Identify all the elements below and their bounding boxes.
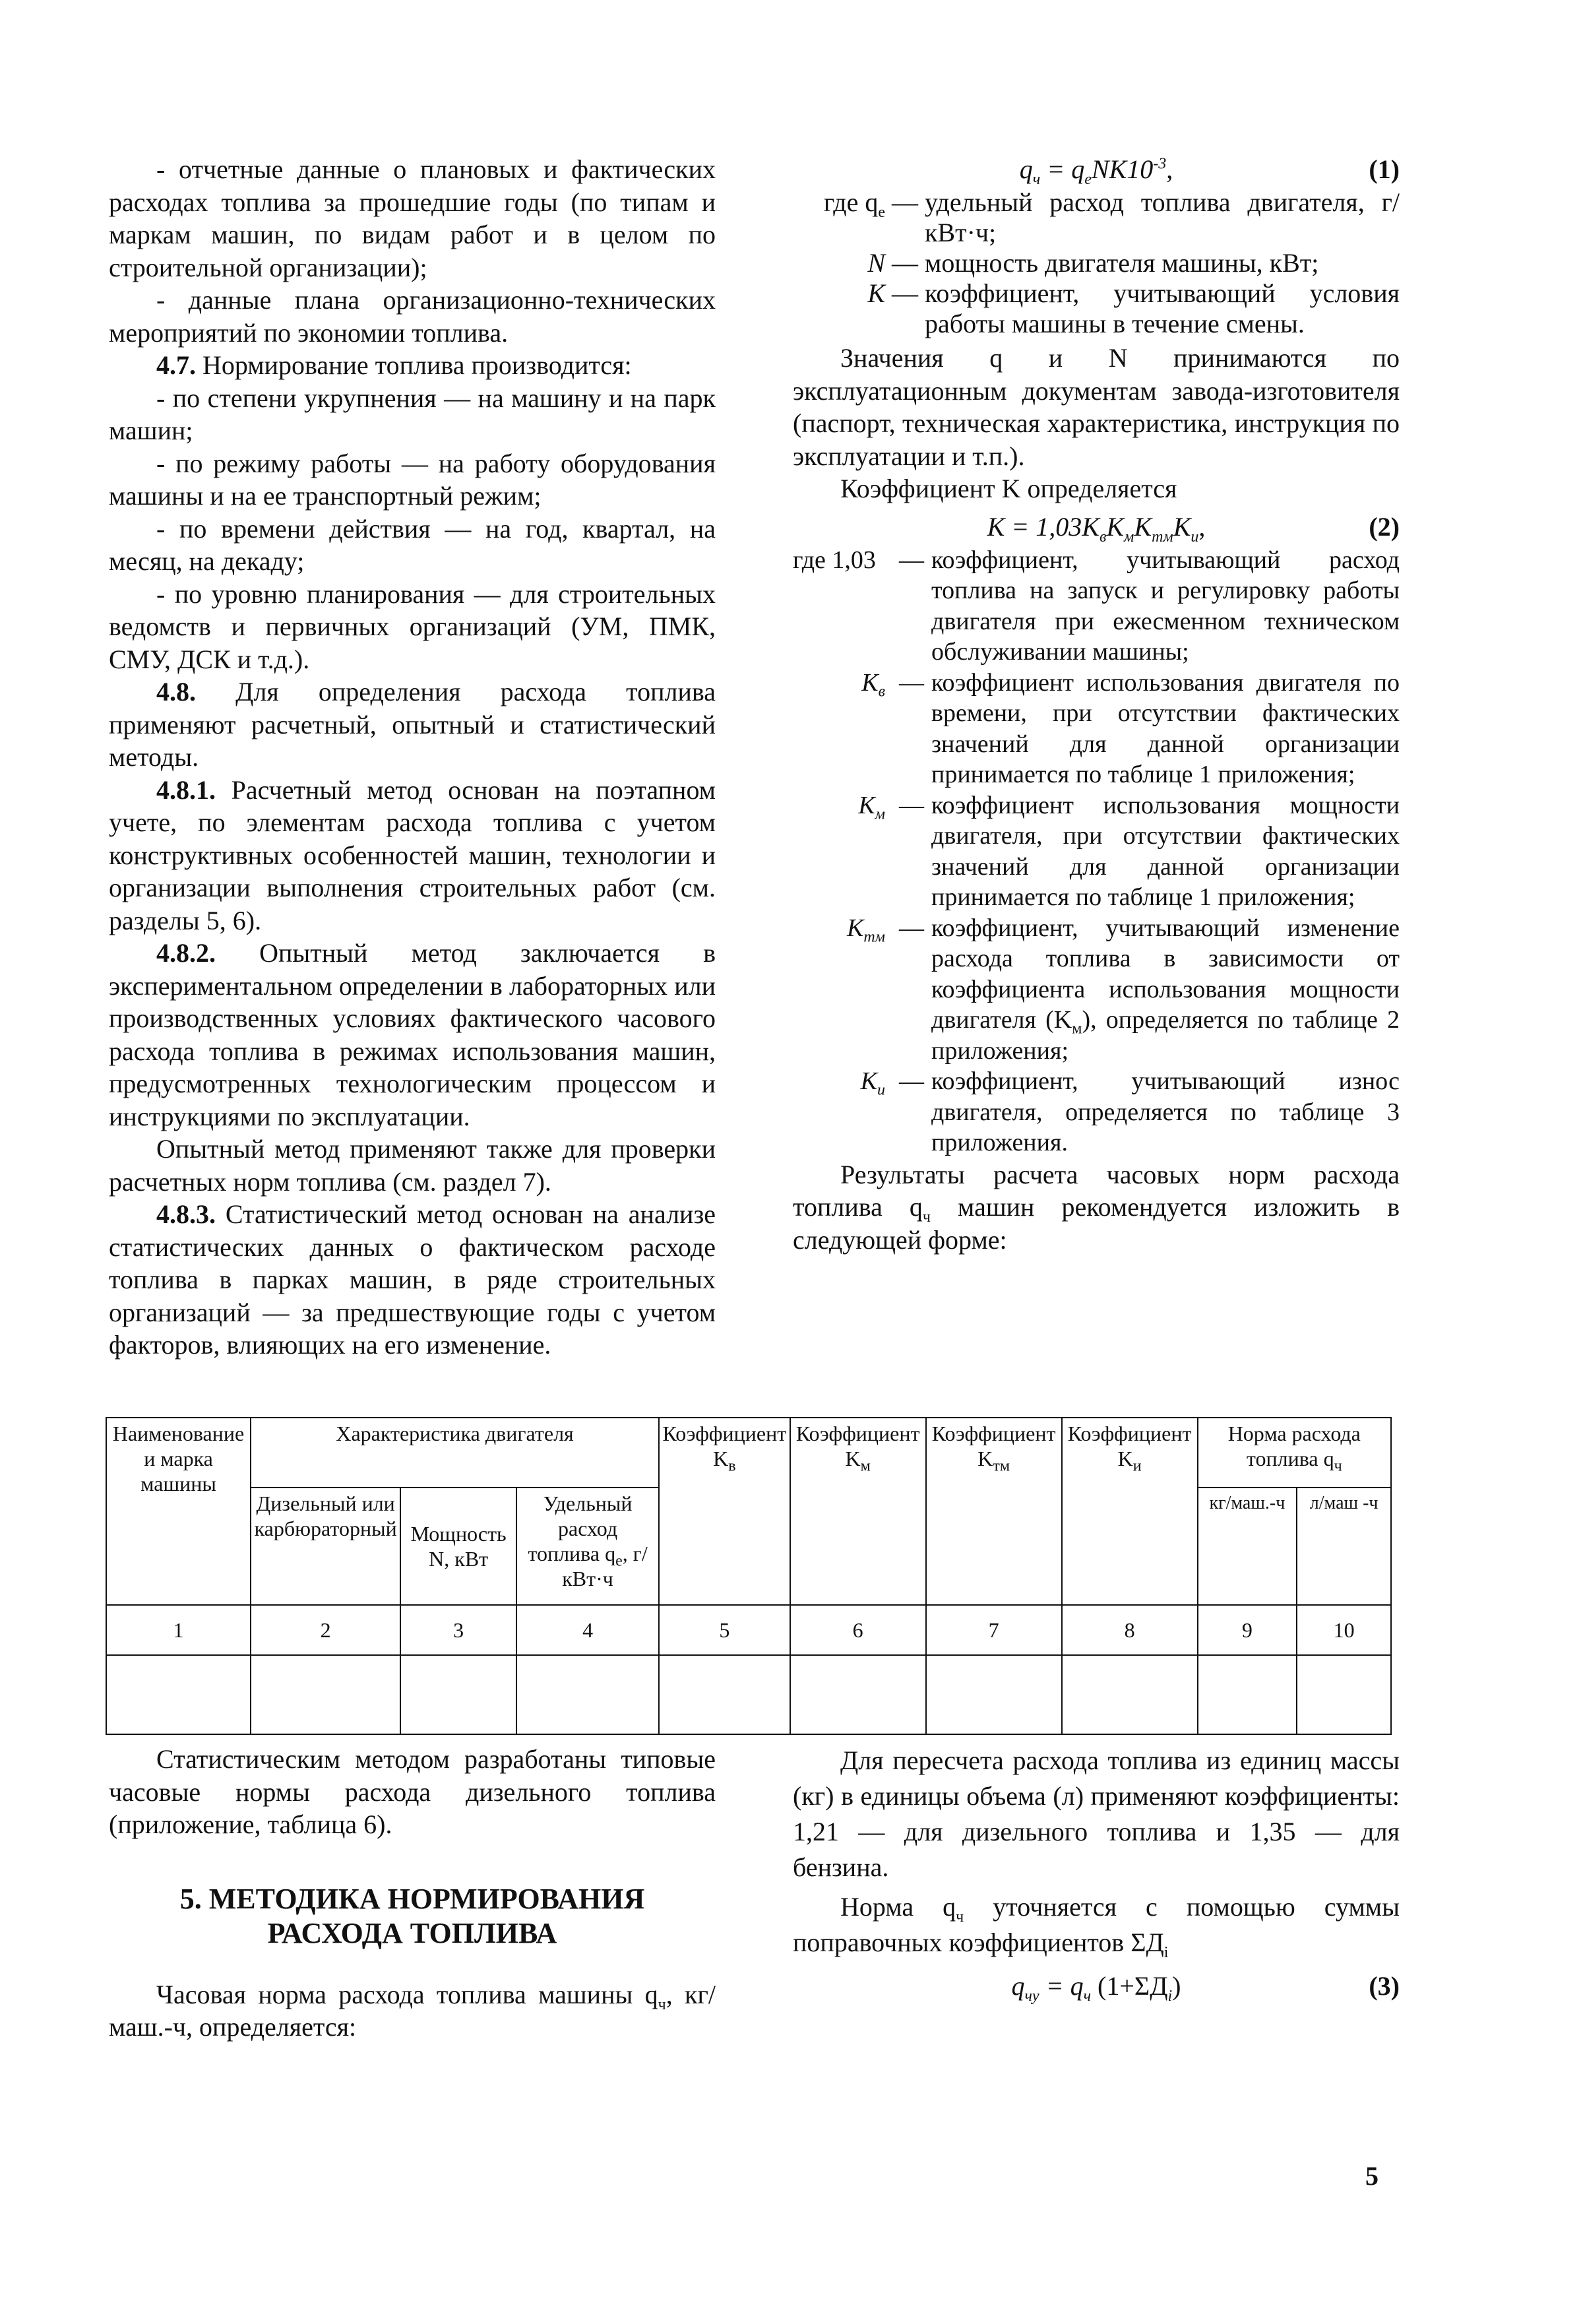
section-4-7 [109, 349, 716, 382]
header-cell: Коэффициент $K_{тм}$ [926, 1418, 1062, 1605]
formula-1 [793, 153, 1400, 187]
definition-symbol: $K_и$ [860, 1067, 885, 1099]
formula-2 [793, 511, 1400, 545]
header-cell: Коэффициент $K_и$ [1062, 1418, 1198, 1605]
definition-symbol: где $q_e$ [823, 187, 885, 221]
paragraph: - данные плана организационно-технических мероприятий по экономии топлива. [109, 285, 716, 348]
definition-text: удельный расход топлива двигателя, г/кВт·ч; [925, 187, 1400, 247]
section-number: 4.7. [156, 350, 196, 380]
definition-row [793, 913, 1400, 1067]
definition-symbol: $K_м$ [858, 791, 885, 823]
formula-3 [793, 1970, 1400, 2004]
definition-row [793, 545, 1400, 668]
right-column-bottom [793, 1743, 1400, 2004]
definition-row [793, 248, 1400, 278]
header-cell: Норма расхода топлива $q_ч$ [1198, 1418, 1391, 1488]
section-text: Опытный метод заключается в экспериментальном определении в лабораторных или производственных условиях фактического часового расхода топлива в режимах использования машин, предусмотренных технологическим процессом и инструкциями по эксплуатации. [109, 938, 716, 1131]
formula-expression: $q_ч = q_eNK10^{-3}$, [1019, 154, 1173, 188]
formula-number: (3) [1369, 1971, 1400, 2001]
definition-dash: — [899, 1067, 924, 1095]
table-header-row [106, 1418, 1391, 1488]
column-number: 2 [251, 1605, 400, 1655]
empty-cell [400, 1655, 516, 1734]
definition-text: коэффициент, учитывающий расход топлива на запуск и регулировку работы двигателя при ежесменном техническом обслуживании машины; [931, 546, 1400, 666]
empty-cell [516, 1655, 659, 1734]
header-cell: Коэффициент $K_м$ [790, 1418, 926, 1605]
paragraph: Результаты расчета часовых норм расхода топлива $q_ч$ машин рекомендуется изложить в следующей форме: [793, 1159, 1400, 1255]
formula-number: (2) [1369, 511, 1400, 542]
fuel-norm-table [106, 1417, 1392, 1735]
column-number: 5 [659, 1605, 790, 1655]
paragraph: Значения q и N принимаются по эксплуатационным документам завода-изготовителя (паспорт, техническая характеристика, инструкция по эксплуатации и т.п.). [793, 343, 1400, 471]
paragraph: Норма $q_ч$ уточняется с помощью суммы поправочных коэффициентов $\Sigma Д_i$ [793, 1892, 1400, 1961]
definition-row [793, 1066, 1400, 1158]
definition-text: коэффициент использования мощности двигателя, при отсутствии фактических значений для данной организации принимается по таблице 1 приложения; [931, 791, 1400, 911]
header-cell: Коэффициент $K_в$ [659, 1418, 790, 1605]
empty-cell [790, 1655, 926, 1734]
paragraph: Опытный метод применяют также для проверки расчетных норм топлива (см. раздел 7). [109, 1134, 716, 1197]
definition-symbol: K [867, 278, 885, 308]
definition-dash: — [892, 248, 918, 278]
column-number: 10 [1297, 1605, 1391, 1655]
definition-dash: — [899, 546, 924, 574]
header-cell: Дизельный или карбюраторный [251, 1488, 400, 1605]
page-number: 5 [1365, 2161, 1379, 2191]
empty-cell [1062, 1655, 1198, 1734]
definition-row [793, 187, 1400, 248]
header-cell: Удельный расход топлива $q_e$, г/кВт·ч [516, 1488, 659, 1605]
definition-symbol: где 1,03 [793, 546, 876, 574]
definition-symbol: $K_{тм}$ [846, 914, 885, 946]
definition-row [793, 668, 1400, 790]
section-heading: 5. МЕТОДИКА НОРМИРОВАНИЯ РАСХОДА ТОПЛИВА [179, 1882, 645, 1949]
section-text: Для определения расхода топлива применяют расчетный, опытный и статистический методы. [109, 677, 716, 772]
left-column-bottom [109, 1743, 716, 2044]
header-cell: Наименование и марка машины [106, 1418, 251, 1605]
definition-text: коэффициент, учитывающий условия работы машины в течение смены. [925, 278, 1400, 338]
paragraph: - по времени действия — на год, квартал, на месяц, на декаду; [109, 513, 716, 576]
section-4-8 [109, 675, 716, 774]
definition-dash: — [899, 791, 924, 819]
paragraph: Для пересчета расхода топлива из единиц массы (кг) в единицы объема (л) применяют коэффициенты: 1,21 — для дизельного топлива и 1,35 — для бензина. [793, 1745, 1400, 1882]
column-number: 7 [926, 1605, 1062, 1655]
section-4-8-3 [109, 1198, 716, 1362]
column-number: 9 [1198, 1605, 1297, 1655]
header-cell: Мощность N, кВт [400, 1488, 516, 1605]
definition-text: коэффициент, учитывающий изменение расхода топлива в зависимости от коэффициента использования мощности двигателя $(K_м)$, определяется по таблице 2 приложения; [931, 914, 1400, 1065]
definition-row [793, 278, 1400, 339]
paragraph: - по степени укрупнения — на машину и на парк машин; [109, 383, 716, 445]
definition-text: коэффициент, учитывающий износ двигателя, определяется по таблице 3 приложения. [931, 1067, 1400, 1156]
empty-cell [106, 1655, 251, 1734]
section-number: 4.8.1. [156, 774, 216, 805]
paragraph: - по режиму работы — на работу оборудования машины и на ее транспортный режим; [109, 448, 716, 511]
definition-symbol: N [867, 248, 885, 278]
formula-expression: $K = 1,03K_вK_мK_{тм}K_и$, [987, 511, 1206, 546]
section-text: Статистический метод основан на анализе статистических данных о фактическом расходе топлива в парках машин, в ряде строительных организаций — за предшествующие годы с учетом факторов, влияющих на его изменение. [109, 1199, 716, 1360]
paragraph: Статистическим методом разработаны типовые часовые нормы расхода дизельного топлива (приложение, таблица 6). [109, 1744, 716, 1839]
header-cell: Характеристика двигателя [251, 1418, 659, 1488]
section-number: 4.8.3. [156, 1199, 216, 1229]
empty-cell [251, 1655, 400, 1734]
section-number: 4.8.2. [156, 938, 216, 968]
formula-2-definitions [793, 545, 1400, 1158]
definition-row [793, 790, 1400, 913]
table-number-row [106, 1605, 1391, 1655]
section-text: Расчетный метод основан на поэтапном учете, по элементам расхода топлива с учетом конструктивных особенностей машин, технологии и организации выполнения строительных работ (см. разделы 5, 6). [109, 774, 716, 935]
section-4-8-2 [109, 937, 716, 1133]
header-cell: л/маш -ч [1297, 1488, 1391, 1605]
right-column [793, 153, 1400, 1256]
definition-symbol: $K_в$ [861, 668, 885, 701]
section-number: 4.8. [156, 677, 196, 707]
paragraph: Часовая норма расхода топлива машины $q_ч$, кг/маш.-ч, определяется: [109, 1979, 716, 2042]
left-column [109, 153, 716, 1362]
section-text: Нормирование топлива производится: [196, 350, 632, 380]
formula-1-definitions [793, 187, 1400, 339]
definition-dash: — [899, 914, 924, 942]
definition-dash: — [892, 278, 918, 308]
definition-text: мощность двигателя машины, кВт; [925, 248, 1319, 278]
column-number: 1 [106, 1605, 251, 1655]
formula-number: (1) [1369, 154, 1400, 184]
paragraph: Коэффициент K определяется [840, 474, 1177, 503]
paragraph: - отчетные данные о плановых и фактических расходах топлива за прошедшие годы (по типам и маркам машин, по видам работ и в целом по строительной организации); [109, 154, 716, 282]
column-number: 3 [400, 1605, 516, 1655]
empty-cell [1297, 1655, 1391, 1734]
header-cell: кг/маш.-ч [1198, 1488, 1297, 1605]
column-number: 8 [1062, 1605, 1198, 1655]
empty-cell [659, 1655, 790, 1734]
paragraph: - по уровню планирования — для строительных ведомств и первичных организаций (УМ, ПМК, СМУ, ДСК и т.д.). [109, 579, 716, 674]
empty-cell [1198, 1655, 1297, 1734]
column-number: 6 [790, 1605, 926, 1655]
empty-cell [926, 1655, 1062, 1734]
table-empty-row [106, 1655, 1391, 1734]
definition-dash: — [899, 668, 924, 697]
definition-text: коэффициент использования двигателя по времени, при отсутствии фактических значений для данной организации принимается по таблице 1 приложения; [931, 668, 1400, 788]
definition-dash: — [892, 187, 918, 217]
column-number: 4 [516, 1605, 659, 1655]
formula-expression: $q_{чу} = q_ч$ $(1+\Sigma Д_i)$ [1011, 1971, 1181, 2005]
section-4-8-1 [109, 774, 716, 937]
